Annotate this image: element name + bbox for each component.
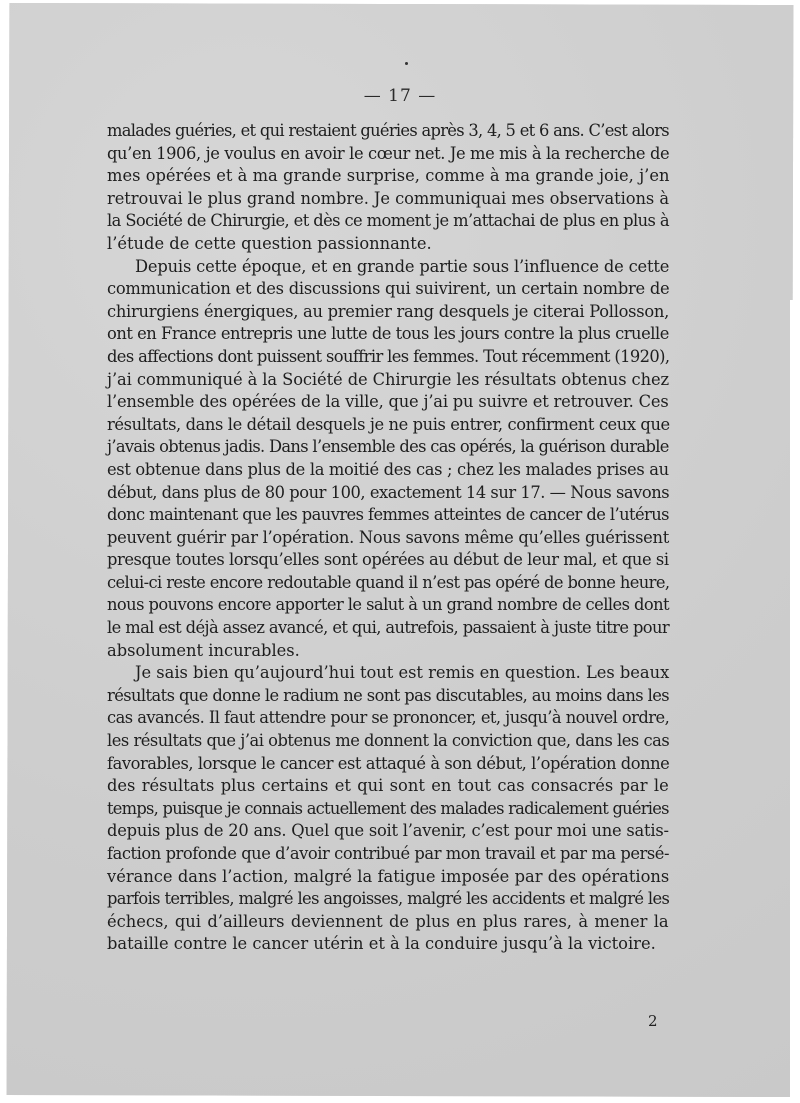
text-line: vérance dans l’action, malgré la fatigue imposée par des opérations <box>107 866 670 886</box>
text-line: chirurgiens énergiques, au premier rang desquels je citerai Pollosson, <box>107 301 669 321</box>
text-line: les résultats que j’ai obtenus me donnent la conviction que, dans les cas <box>107 731 670 751</box>
text-line: mes opérées et à ma grande surprise, comme à ma grande joie, j’en <box>107 166 670 186</box>
text-line: début, dans plus de 80 pour 100, exactement 14 sur 17. — Nous savons <box>107 482 670 502</box>
text-line: j’avais obtenus jadis. Dans l’ensemble des cas opérés, la guérison durable <box>107 437 669 457</box>
page-number: — 17 — <box>363 86 437 106</box>
text-line: l’étude de cette question passionnante. <box>107 233 432 253</box>
text-line: absolument incurables. <box>107 640 300 660</box>
text-line: communication et des discussions qui suivirent, un certain nombre de <box>107 279 670 299</box>
signature-mark: 2 <box>648 1012 658 1030</box>
text-line: depuis plus de 20 ans. Quel que soit l’avenir, c’est pour moi une satis- <box>107 821 669 841</box>
paragraph-3 <box>107 662 669 956</box>
text-line: qu’en 1906, je voulus en avoir le cœur net. Je me mis à la recherche de <box>107 143 670 163</box>
text-line: j’ai communiqué à la Société de Chirurgie les résultats obtenus chez <box>107 369 670 389</box>
text-line: échecs, qui d’ailleurs deviennent de plus en plus rares, à mener la <box>107 911 669 931</box>
text-line: donc maintenant que les pauvres femmes atteintes de cancer de l’utérus <box>107 505 669 525</box>
text-line: cas avancés. Il faut attendre pour se prononcer, et, jusqu’à nouvel ordre, <box>107 708 670 728</box>
text-line: résultats, dans le détail desquels je ne puis entrer, confirment ceux que <box>107 414 670 434</box>
text-line: presque toutes lorsqu’elles sont opérées au début de leur mal, et que si <box>107 550 669 570</box>
body-text <box>107 120 669 956</box>
text-line: des résultats plus certains et qui sont en tout cas consacrés par le <box>107 776 669 796</box>
text-line: bataille contre le cancer utérin et à la conduire jusqu’à la victoire. <box>107 934 656 954</box>
text-line: malades guéries, et qui restaient guéries après 3, 4, 5 et 6 ans. C’est alors <box>107 121 669 140</box>
text-line: temps, puisque je connais actuellement des malades radicalement guéries <box>107 798 669 818</box>
text-line: Depuis cette époque, et en grande partie sous l’influence de cette <box>135 256 670 276</box>
text-line: parfois terribles, malgré les angoisses, malgré les accidents et malgré les <box>107 889 670 909</box>
text-line: la Société de Chirurgie, et dès ce moment je m’attachai de plus en plus à <box>107 211 669 231</box>
text-line: le mal est déjà assez avancé, et qui, autrefois, passaient à juste titre pour <box>107 618 670 638</box>
text-line: peuvent guérir par l’opération. Nous savons même qu’elles guérissent <box>107 527 669 547</box>
text-line: est obtenue dans plus de la moitié des cas ; chez les malades prises au <box>107 459 669 479</box>
text-line: l’ensemble des opérées de la ville, que j’ai pu suivre et retrouver. Ces <box>107 392 669 412</box>
ink-speck <box>405 62 408 65</box>
paragraph-2 <box>107 256 669 663</box>
text-line: favorables, lorsque le cancer est attaqué à son début, l’opération donne <box>107 753 670 773</box>
text-line: retrouvai le plus grand nombre. Je communiquai mes observations à <box>107 188 669 208</box>
text-line: Je sais bien qu’aujourd’hui tout est remis en question. Les beaux <box>135 663 670 683</box>
text-line: ont en France entrepris une lutte de tous les jours contre la plus cruelle <box>107 324 669 344</box>
text-line: celui-ci reste encore redoutable quand il n’est pas opéré de bonne heure, <box>107 572 670 592</box>
text-line: nous pouvons encore apporter le salut à un grand nombre de celles dont <box>107 595 670 615</box>
text-line: faction profonde que d’avoir contribué par mon travail et par ma persé- <box>107 844 670 863</box>
text-line: résultats que donne le radium ne sont pas discutables, au moins dans les <box>107 685 670 705</box>
paragraph-1 <box>107 120 669 256</box>
scan-margin <box>790 300 800 1103</box>
text-line: des affections dont puissent souffrir les femmes. Tout récemment (1920), <box>107 346 670 366</box>
